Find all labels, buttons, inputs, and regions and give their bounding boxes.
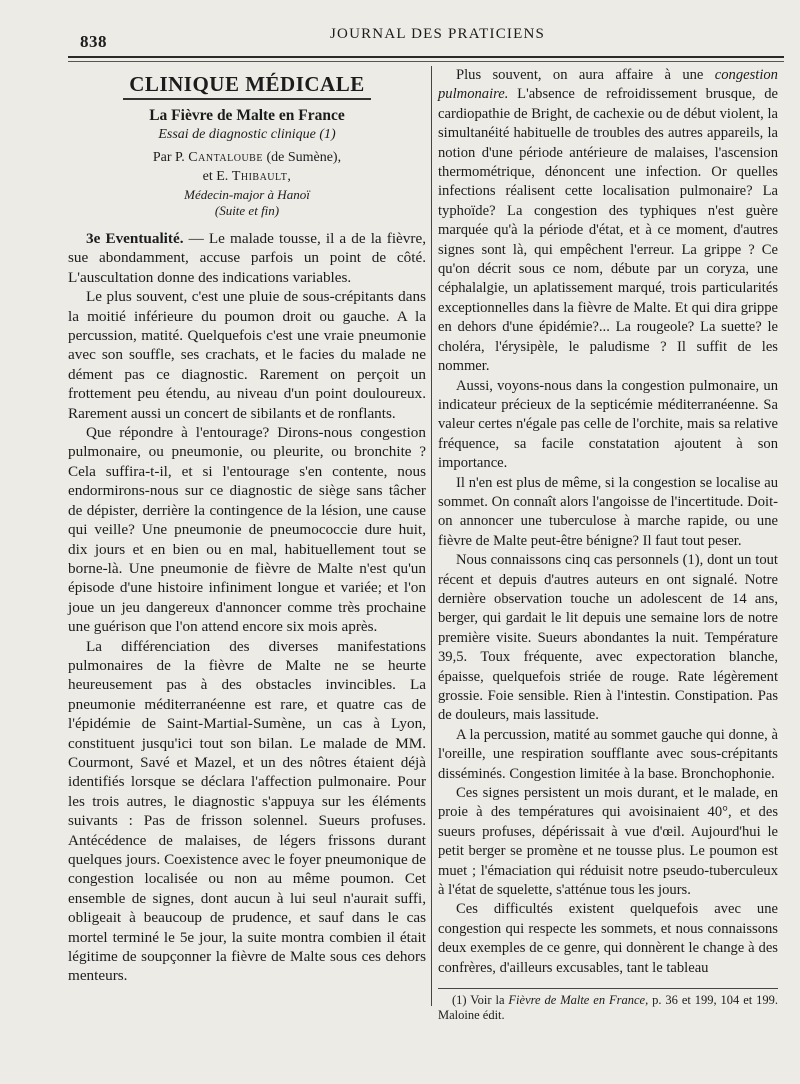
paragraph: Il n'en est plus de même, si la congestion se localise au sommet. On connaît alors l'angoisse de l'incertitude. Doit-on annoncer une tuberculose à marche rapide, ou une fièvre de Malte peut-être bénigne? Il faut tout peser. bbox=[438, 474, 778, 549]
header-rule bbox=[68, 56, 784, 58]
running-header bbox=[80, 26, 780, 51]
italic-term: congestion pulmonaire. bbox=[438, 67, 778, 103]
paragraph: 3e Eventualité. — Le malade tousse, il a de la fièvre, sue abondamment, accuse parfois un point de côté. L'auscultation donne des indications variables. bbox=[68, 230, 426, 286]
section-title: CLINIQUE MÉDICALE bbox=[68, 72, 426, 97]
footnote-rule bbox=[438, 988, 778, 989]
header-rule-thin bbox=[68, 61, 784, 62]
paragraph: Nous connaissons cinq cas personnels (1), dont un tout récent et depuis d'autres auteurs en ont signalé. Notre dernière observation touche un adolescent de 14 ans, berger, qui gardait le lit depuis une semaine lors de notre première visite. Sueurs abondantes la nuit. Température 39,5. Toux fréquente, avec expectoration blanche, épaisse, quelquefois striée de rouge. Rate légèrement grossie. Foie sensible. Rien à l'intestin. Constipation. Pas de douleurs, mais lassitude. bbox=[438, 552, 778, 724]
author-name: Cantaloube bbox=[188, 150, 263, 165]
byline-author1: Par P. Cantaloube (de Sumène), bbox=[152, 150, 342, 165]
paragraph: Le plus souvent, c'est une pluie de sous-crépitants dans la moitié inférieure du poumon droit ou gauche. A la percussion, matité. Quelquefois c'est une vraie pneumonie avec son souffle, ses crachats, et le facies du malade ne dément pas ce diagnostic. Rarement on perçoit un frottement peu étendu, au niveau d'un point douloureux. Rarement aussi un concert de sibilants et de ronflants. bbox=[68, 288, 426, 422]
article-title: La Fièvre de Malte en France bbox=[149, 107, 345, 124]
right-column bbox=[438, 66, 778, 1023]
paragraph: A la percussion, matité au sommet gauche qui donne, à l'oreille, une respiration soufflante avec sous-crépitants disséminés. Congestion limitée à la base. Bronchophonie. bbox=[438, 726, 778, 782]
paragraph: Plus souvent, on aura affaire à une congestion pulmonaire. L'absence de refroidissement brusque, de cardiopathie de Bright, de cachexie ou de début violent, la simultanéité habituelle de troubles des autres appareils, la notion d'une période antérieure de malaises, l'ascension thermométrique, dénoncent une infection. Or quelles infections réalisent cette localisation pulmonaire? La typhoïde? La congestion des typhiques n'est guère marquée qu'à la période d'état, et à ce moment, d'autres signes sont là, qui empêchent l'erreur. La grippe ? Ce qu'on décrit sous ce nom, débute par un coryza, une céphalalgie, un aplatissement marqué, trois particularités exceptionnelles dans la fièvre de Malte. Et qui dira grippe en dehors d'une épidémie?... La rougeole? La suette? le choléra, l'érysipèle, le paludisme ? Il suffit de les nommer. bbox=[438, 67, 779, 375]
left-column bbox=[68, 66, 426, 986]
journal-title: JOURNAL DES PRATICIENS bbox=[330, 26, 546, 42]
article-subtitle: Essai de diagnostic clinique (1) bbox=[158, 127, 336, 142]
page-number: 838 bbox=[80, 32, 107, 51]
byline-author2: et E. Thibault, bbox=[202, 169, 292, 184]
paragraph: Ces signes persistent un mois durant, et le malade, en proie à des températures qui avoisinaient 40°, et des sueurs profuses, dépérissait à vue d'œil. Aujourd'hui le petit berger se promène et ne tousse plus. Le poumon est muet ; l'émaciation qui réduisit notre pseudo-tuberculeux à l'état de squelette, s'atténue tous les jours. bbox=[438, 785, 778, 899]
author-rank: Médecin-major à Hanoï bbox=[184, 187, 310, 202]
column-divider bbox=[431, 66, 432, 1006]
paragraph: Que répondre à l'entourage? Dirons-nous congestion pulmonaire, ou pneumonie, ou pleurite, ou bronchite ? Cela suffira-t-il, et si l'entourage s'en contente, nous endormirons-nous sur ce diagnostic de siège sans tâcher de dépister, derrière la contingence de la lésion, une cause qui veille? Une pneumonie de pneumococcie dure huit, dix jours et en bien ou en mal, habituellement tout se borne-là. Une pneumonie de fièvre de Malte n'est qu'un épisode d'une histoire infiniment longue et variée; et l'on joue un jeu dangereux d'annoncer comme très prochaine une guérison que l'on attend encore six mois après. bbox=[68, 424, 426, 636]
paragraph: Aussi, voyons-nous dans la congestion pulmonaire, un indicateur précieux de la septicémie méditerranéenne. Sa valeur certes n'égale pas celle de l'orchite, mais sa relative fréquence, sa facile constatation ajoutent à son importance. bbox=[438, 377, 778, 472]
paragraph-lead: 3e Eventualité. bbox=[86, 230, 184, 247]
continued-note: (Suite et fin) bbox=[214, 203, 280, 218]
paragraph: La différenciation des diverses manifestations pulmonaires de la fièvre de Malte ne se heurte heureusement pas à des obstacles invincibles. La pneumonie méditerranéenne est rare, et quatre cas de l'épidémie de Saint-Martial-Sumène, un cas à Lyon, constituent jusqu'ici tout son bilan. Le malade de MM. Courmont, Savé et Mazel, et un des nôtres étaient déjà identifiés lorsque se déclara l'affection pulmonaire. Pour les trois autres, le diagnostic s'appuya sur les éléments suivants : Pas de frisson solennel. Sueurs profuses. Antécédence de malaises, de légers frissons durant quelques jours. Coexistence avec le foyer pneumonique de congestion localisée ou non au même poumon. Cet ensemble de signes, dont aucun à lui seul n'aurait suffi, obligeait à beaucoup de prudence, et sauf dans le cas mortel terminé le 5e jour, la suite montra combien il était légitime de soupçonner la fièvre de Malte sous ces dehors menteurs. bbox=[68, 637, 426, 985]
footnote: (1) Voir la Fièvre de Malte en France, p. 36 et 199, 104 et 199. Maloine édit. bbox=[438, 993, 779, 1023]
paragraph: Ces difficultés existent quelquefois avec une congestion qui respecte les sommets, et nous connaissons deux exemples de ce genre, qui donnèrent le change à des confrères, d'ailleurs excusables, tant le tableau bbox=[438, 901, 778, 976]
author-name: Thibault, bbox=[231, 169, 292, 184]
